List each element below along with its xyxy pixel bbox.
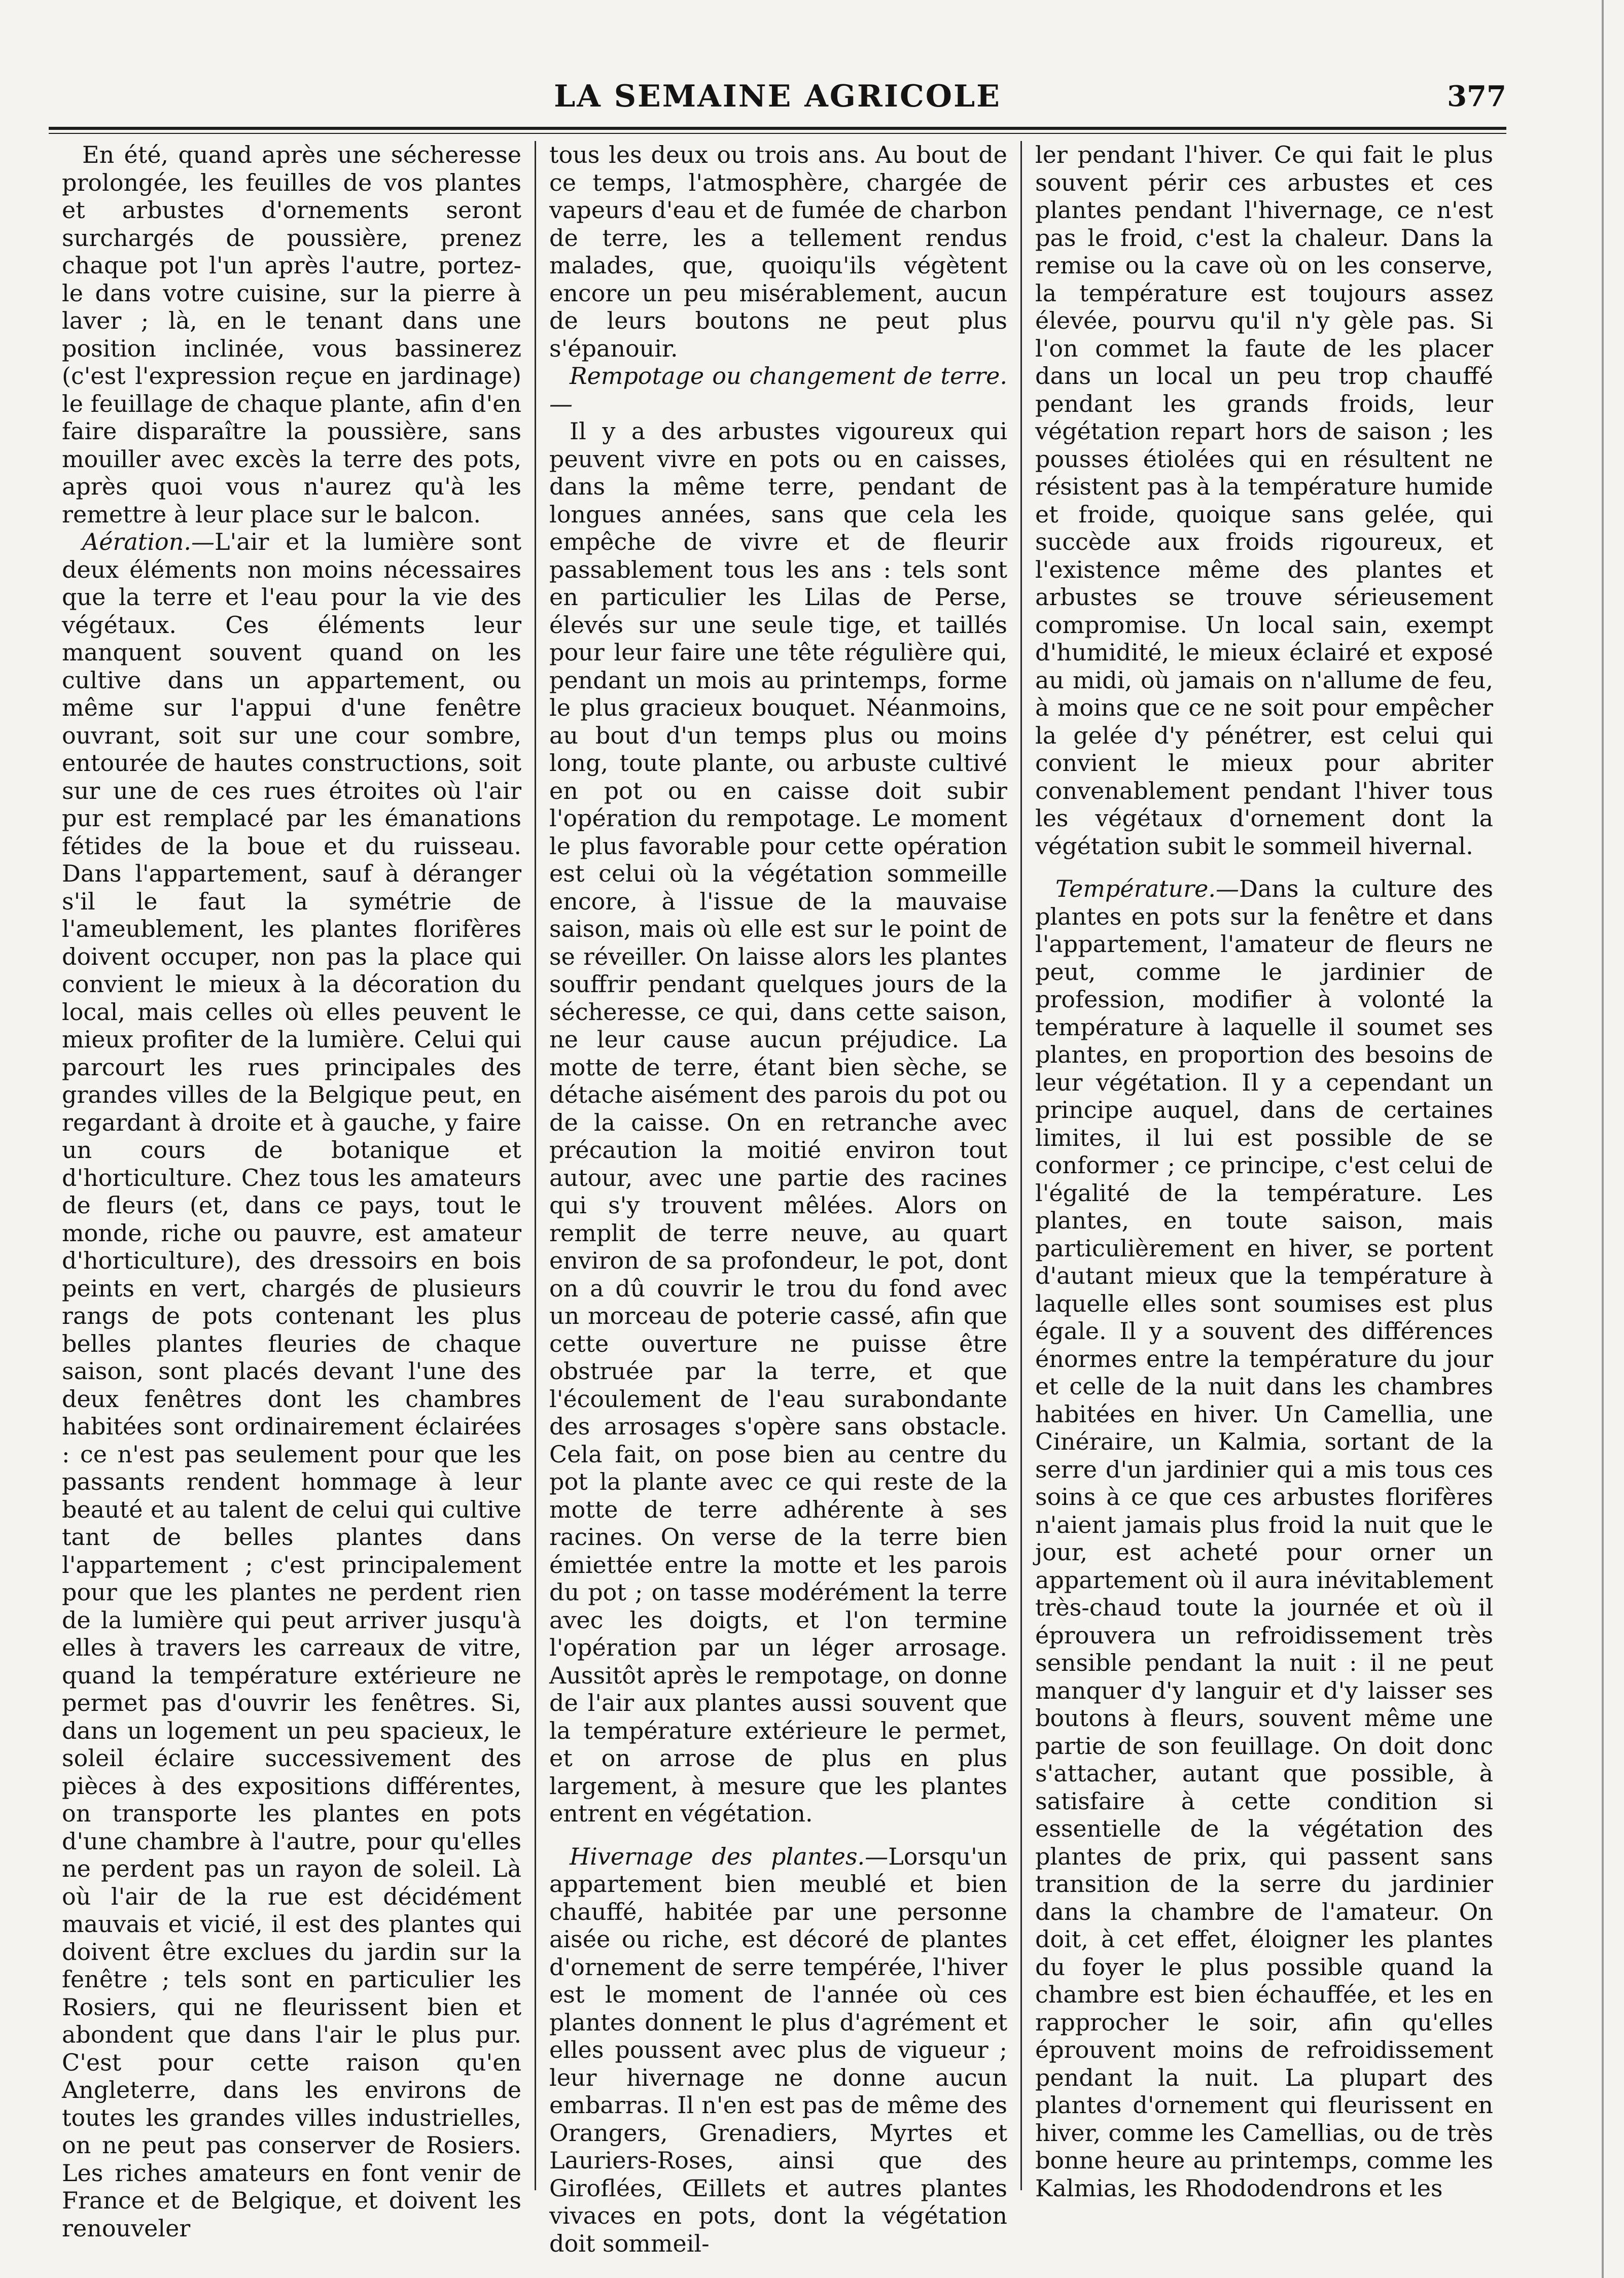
paragraph [549,362,1007,417]
scan-edge-line [1602,0,1604,2278]
section-heading: Rempotage ou changement de terre.— [549,362,1007,417]
paragraph [1035,141,1493,860]
paragraph [549,1843,1007,2258]
paragraph [549,141,1007,362]
paragraph-text: ler pendant l'hiver. Ce qui fait le plus souvent périr ces arbustes et ces plantes pendant l'hivernage, ce n'est pas le froid, c'est la chaleur. Dans la remise ou la cave où on les conserve, la température est toujours assez élevée, pourvu qu'il n'y gèle pas. Si l'on commet la faute de les placer dans un local un peu trop chauffé pendant les grands froids, leur végétation repart hors de saison ; les pousses étiolées qui en résultent ne résistent pas à la température humide et froide, quoique sans gelée, qui succède aux froids rigoureux, et l'existence même des plantes et arbustes se trouve sérieusement compromise. Un local sain, exempt d'humidité, le mieux éclairé et exposé au midi, où jamais on n'allume de feu, à moins que ce ne soit pour empêcher la gelée d'y pénétrer, est celui qui convient le mieux pour abriter convenablement pendant l'hiver tous les végétaux d'ornement dont la végétation subit le sommeil hivernal. [1035,141,1493,860]
column-3 [1020,141,1506,2202]
section-heading: Température.— [1055,875,1239,902]
paragraph-text: Il y a des arbustes vigoureux qui peuvent vivre en pots ou en caisses, dans la même terre, pendant de longues années, sans que cela les empêche de vivre et de fleurir passablement tous les ans : tels sont en particulier les Lilas de Perse, élevés sur une seule tige, et taillés pour leur faire une tête régulière qui, pendant un mois au printemps, forme le plus gracieux bouquet. Néanmoins, au bout d'un temps plus ou moins long, toute plante, ou arbuste cultivé en pot ou en caisse doit subir l'opération du rempotage. Le moment le plus favorable pour cette opération est celui où la végétation sommeille encore, à l'issue de la mauvaise saison, mais où elle est sur le point de se réveiller. On laisse alors les plantes souffrir pendant quelques jours de la sécheresse, ce qui, dans cette saison, ne leur cause aucun préjudice. La motte de terre, étant bien sèche, se détache aisément des parois du pot ou de la caisse. On en retranche avec précaution la moitié environ tout autour, avec une partie des racines qui s'y trouvent mêlées. Alors on remplit de terre neuve, au quart environ de sa profondeur, le pot, dont on a dû couvrir le trou du fond avec un morceau de poterie cassé, afin que cette ouverture ne puisse être obstruée par la terre, et que l'écoulement de l'eau surabondante des arrosages s'opère sans obstacle. Cela fait, on pose bien au centre du pot la plante avec ce qui reste de la motte de terre adhérente à ses racines. On verse de la terre bien émiettée entre la motte et les parois du pot ; on tasse modérément la terre avec les doigts, et l'on termine l'opération par un léger arrosage. Aussitôt après le rempotage, on donne de l'air aux plantes aussi souvent que la température extérieure le permet, et on arrose de plus en plus largement, à mesure que les plantes entrent en végétation. [549,417,1007,1827]
paragraph [1035,875,1493,2202]
paragraph [549,417,1007,1828]
header-rule-thin [49,133,1506,134]
page-header [49,76,1506,132]
paragraph-text: Dans la culture des plantes en pots sur la fenêtre et dans l'appartement, l'amateur de fleurs ne peut, comme le jardinier de profession, modifier à volonté la température à laquelle il soumet ses plantes, en proportion des besoins de leur végétation. Il y a cependant un principe auquel, dans de certaines limites, il lui est possible de se conformer ; ce principe, c'est celui de l'égalité de la température. Les plantes, en toute saison, mais particulièrement en hiver, se portent d'autant mieux que la température à laquelle elles sont soumises est plus égale. Il y a souvent des différences énormes entre la température du jour et celle de la nuit dans les chambres habitées en hiver. Un Camellia, une Cinéraire, un Kalmia, sortant de la serre d'un jardinier qui a mis tous ces soins à ce que ces arbustes florifères n'aient jamais plus froid la nuit que le jour, est acheté pour orner un appartement où il aura inévitablement très-chaud toute la journée et où il éprouvera un refroidissement très sensible pendant la nuit : il ne peut manquer d'y languir et d'y laisser ses boutons à fleurs, souvent même une partie de son feuillage. On doit donc s'attacher, autant que possible, à satisfaire à cette condition si essentielle de la végétation des plantes de prix, qui passent sans transition de la serre du jardinier dans la chambre de l'amateur. On doit, à cet effet, éloigner les plantes du foyer le plus possible quand la chambre est bien échauffée, et les en rapprocher le soir, afin qu'elles éprouvent moins de refroidissement pendant la nuit. La plupart des plantes d'ornement qui fleurissent en hiver, comme les Camellias, ou de très bonne heure au printemps, comme les Kalmias, les Rhododendrons et les [1035,875,1493,2202]
column-1 [49,141,535,2242]
section-heading: Hivernage des plantes.— [570,1842,889,1870]
paragraph [62,141,521,528]
page-number: 377 [1447,80,1506,113]
header-rule [49,127,1506,130]
paragraph-text: Lorsqu'un appartement bien meublé et bien chauffé, habitée par une personne aisée ou riche, est décoré de plantes d'ornement de serre tempérée, l'hiver est le moment de l'année où ces plantes donnent le plus d'agrément et elles poussent avec plus de vigueur ; leur hivernage ne donne aucun embarras. Il n'en est pas de même des Orangers, Grenadiers, Myrtes et Lauriers-Roses, ainsi que des Giroflées, Œillets et autres plantes vivaces en pots, dont la végétation doit sommeil- [549,1842,1007,2257]
journal-title: LA SEMAINE AGRICOLE [554,79,1001,114]
paragraph [62,528,521,2242]
column-2 [535,141,1020,2257]
paragraph-text: tous les deux ou trois ans. Au bout de ce temps, l'atmosphère, chargée de vapeurs d'eau et de fumée de charbon de terre, les a tellement rendus malades, que, quoiqu'ils végètent encore un peu misérablement, aucun de leurs boutons ne peut plus s'épanouir. [549,141,1007,362]
paragraph-text: En été, quand après une sécheresse prolongée, les feuilles de vos plantes et arbustes d'ornements seront surchargés de poussière, prenez chaque pot l'un après l'autre, portez-le dans votre cuisine, sur la pierre à laver ; là, en le tenant dans une position inclinée, vous bassinerez (c'est l'expression reçue en jardinage) le feuillage de chaque plante, afin d'en faire disparaître la poussière, sans mouiller avec excès la terre des pots, après quoi vous n'aurez qu'à les remettre à leur place sur le balcon. [62,141,521,528]
section-heading: Aération.— [82,528,215,555]
paragraph-text: L'air et la lumière sont deux éléments non moins nécessaires que la terre et l'eau pour la vie des végétaux. Ces éléments leur manquent souvent quand on les cultive dans un appartement, ou même sur l'appui d'une fenêtre ouvrant, soit sur une cour sombre, entourée de hautes constructions, soit sur une de ces rues étroites où l'air pur est remplacé par les émanations fétides de la boue et du ruisseau. Dans l'appartement, sauf à déranger s'il le faut la symétrie de l'ameublement, les plantes florifères doivent occuper, non pas la place qui convient le mieux à la décoration du local, mais celles où elles peuvent le mieux profiter de la lumière. Celui qui parcourt les rues principales des grandes villes de la Belgique peut, en regardant à droite et à gauche, y faire un cours de botanique et d'horticulture. Chez tous les amateurs de fleurs (et, dans ce pays, tout le monde, riche ou pauvre, est amateur d'horticulture), des dressoirs en bois peints en vert, chargés de plusieurs rangs de pots contenant les plus belles plantes fleuries de chaque saison, sont placés devant l'une des deux fenêtres dont les chambres habitées sont ordinairement éclairées : ce n'est pas seulement pour que les passants rendent hommage à leur beauté et au talent de celui qui cultive tant de belles plantes dans l'appartement ; c'est principalement pour que les plantes ne perdent rien de la lumière qui peut arriver jusqu'à elles à travers les carreaux de vitre, quand la température extérieure ne permet pas d'ouvrir les fenêtres. Si, dans un logement un peu spacieux, le soleil éclaire successivement des pièces à des expositions différentes, on transporte les plantes en pots d'une chambre à l'autre, pour qu'elles ne perdent pas un rayon de soleil. Là où l'air de la rue est décidément mauvais et vicié, il est des plantes qui doivent être exclues du jardin sur la fenêtre ; tels sont en particulier les Rosiers, qui ne fleurissent bien et abondent que dans l'air le plus pur. C'est pour cette raison qu'en Angleterre, dans les environs de toutes les grandes villes industrielles, on ne peut pas conserver de Rosiers. Les riches amateurs en font venir de France et de Belgique, et doivent les renouveler [62,528,521,2242]
article-columns [49,141,1506,2257]
